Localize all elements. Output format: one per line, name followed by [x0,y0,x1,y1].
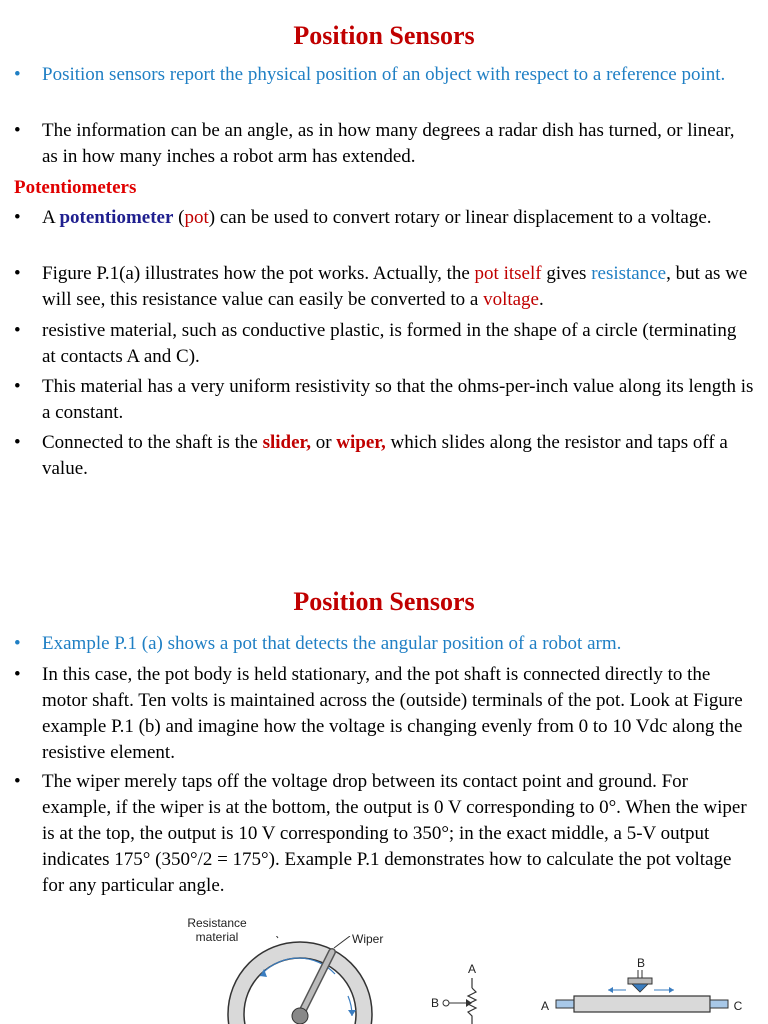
bullet-pot-body-stationary [14,662,754,766]
bullet-text: The wiper merely taps off the voltage drop between its contact point and ground. For example, if the wiper is at the bottom, the output is 0 V corresponding to 0°. When the wiper is at the top, the output is 10 V corresponding to 350°; in the exact middle, a 5-V output indicates 175° (350°/2 = 175°). Example P.1 demonstrates how to calculate the pot voltage for any particular angle. [42,771,747,896]
bullet-dot: • [14,207,21,228]
bullet-example-p1a [14,631,754,657]
bullet-potentiometer-definition [14,205,754,231]
bullet-text: A potentiometer (pot) can be used to convert rotary or linear displacement to a voltage. [42,207,712,228]
potentiometers-heading: Potentiometers [14,177,137,198]
bullet-dot: • [14,771,21,792]
pot-itself-term: pot itself [474,263,542,284]
bullet-dot: • [14,263,21,284]
bullet-dot: • [14,633,21,654]
bullet-dot: • [14,664,21,685]
linear-a-label: A [540,999,549,1013]
bullet-text: The information can be an angle, as in how many degrees a radar dish has turned, or linear, as in how many inches a robot arm has extended. [42,120,735,167]
bullet-slider-wiper [14,430,754,482]
slide-2 [0,566,768,1024]
resistance-material-label: Resistance material [187,916,247,944]
bullet-text: Example P.1 (a) shows a pot that detects the angular position of a robot arm. [42,633,622,654]
linear-pot-drawing [552,970,732,1024]
potentiometer-term: potentiometer [59,207,174,228]
pot-term: pot [184,207,209,228]
bullet-text: In this case, the pot body is held stationary, and the pot shaft is connected directly to the motor shaft. Ten volts is maintained across the (outside) terminals of the pot. Look at Figure example P.1 (b) and imagine how the voltage is changing evenly from 0 to 10 Vdc along the resistive element. [42,664,743,763]
pot-schematic-symbol [440,978,490,1024]
linear-c-label: C [733,999,743,1013]
slide-1 [0,0,768,500]
bullet-wiper-voltage-drop [14,769,754,899]
bullet-information [14,118,754,170]
bullet-dot: • [14,64,21,85]
bullet-dot: • [14,320,21,341]
bullet-text: resistive material, such as conductive plastic, is formed in the shape of a circle (terminating at contacts A and C). [42,320,737,367]
bullet-dot: • [14,432,21,453]
linear-b-label: B [636,956,645,970]
wiper-label: Wiper [352,932,384,946]
resistance-term: resistance [591,263,667,284]
bullet-dot: • [14,376,21,397]
slider-term: slider, [262,432,311,453]
slide-1-title: Position Sensors [293,21,475,50]
schematic-a-label: A [467,962,476,976]
bullet-uniform-resistivity [14,374,754,426]
bullet-dot: • [14,120,21,141]
wiper-term: wiper, [336,432,386,453]
bullet-resistive-material [14,318,754,370]
bullet-text: Connected to the shaft is the slider, or wiper, which slides along the resistor and taps off a value. [42,432,728,479]
bullet-figure-p1a [14,261,754,313]
bullet-text: Figure P.1(a) illustrates how the pot works. Actually, the pot itself gives resistance, but as we will see, this resistance value can easily be converted to a voltage. [42,263,748,310]
voltage-term: voltage [483,289,539,310]
bullet-text: Position sensors report the physical position of an object with respect to a reference point. [42,64,726,85]
slide-2-title: Position Sensors [293,587,475,616]
schematic-b-label: B [430,996,439,1010]
rotary-pot-drawing [220,936,380,1024]
bullet-text: This material has a very uniform resistivity so that the ohms-per-inch value along its length is a constant. [42,376,754,423]
bullet-position-sensors-intro [14,62,754,88]
